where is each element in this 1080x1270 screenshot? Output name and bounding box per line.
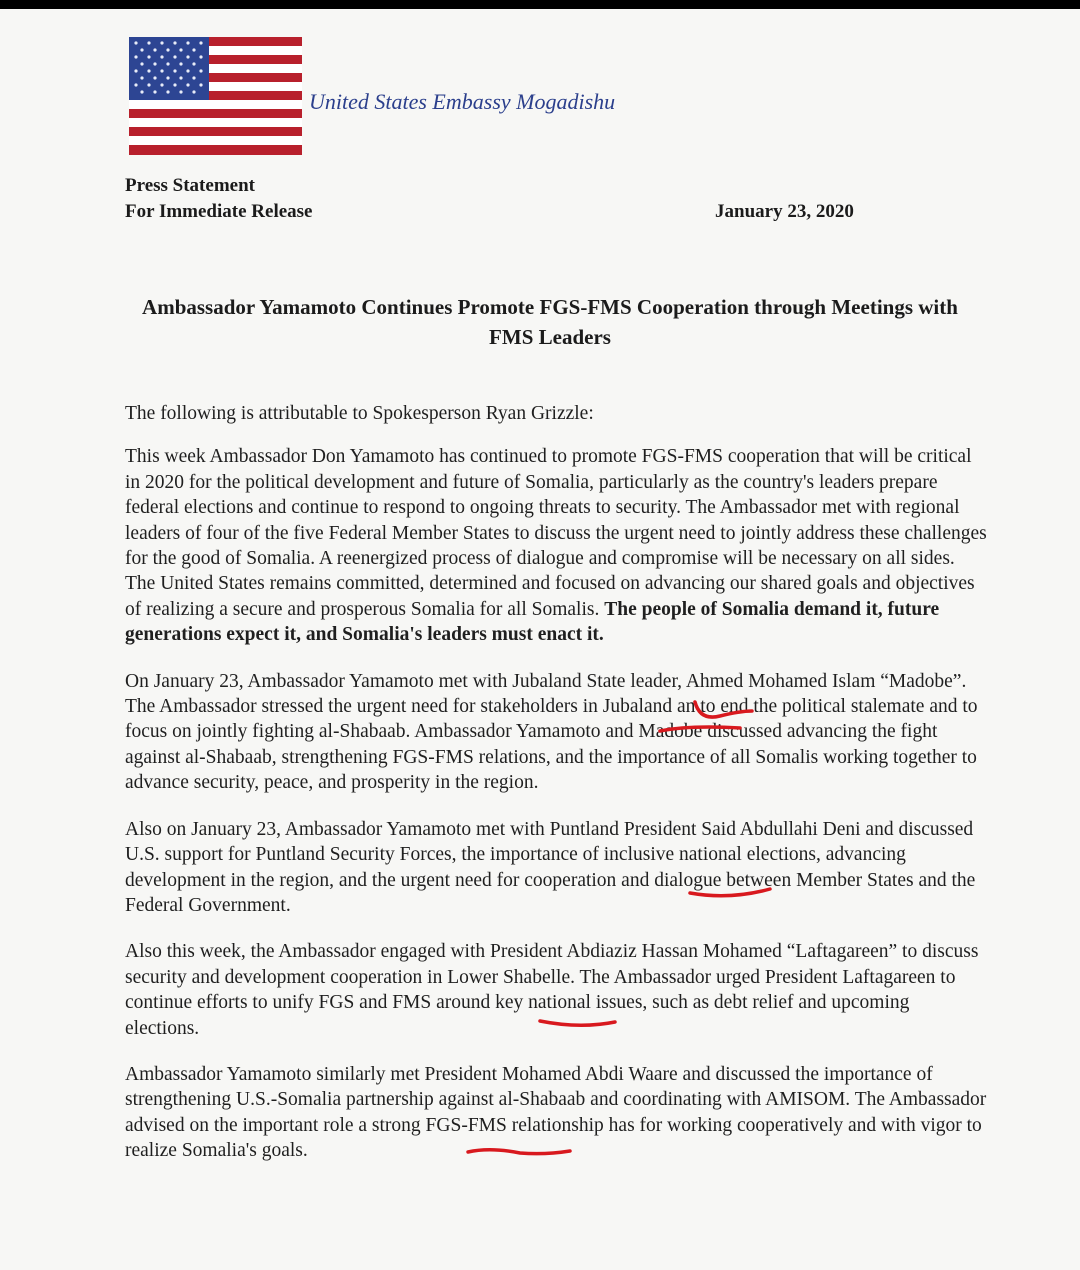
paragraph-overview bbox=[125, 444, 987, 647]
paragraph-overview-text: This week Ambassador Don Yamamoto has continued to promote FGS-FMS cooperation that will be critical in 2020 for the political development and future of Somalia, particularly as the country's leaders prepare federal elections and continue to respond to ongoing threats to security. The Ambassador met with regional leaders of four of the five Federal Member States to discuss the urgent need to jointly address these challenges for the good of Somalia. A reenergized process of dialogue and compromise will be necessary on all sides. The United States remains committed, determined and focused on advancing our shared goals and objectives of realizing a secure and prosperous Somalia for all Somalis. bbox=[125, 446, 987, 620]
paragraph-puntland: Also on January 23, Ambassador Yamamoto met with Puntland President Said Abdullahi Deni and discussed U.S. support for Puntland Security Forces, the importance of inclusive national elections, advancing development in the region, and the urgent need for cooperation and dialogue between Member States and the Federal Government. bbox=[125, 818, 976, 916]
paragraph-jubaland: On January 23, Ambassador Yamamoto met with Jubaland State leader, Ahmed Mohamed Islam “Madobe”. The Ambassador stressed the urgent need for stakeholders in Jubaland an to end the political stalemate and to focus on jointly fighting al-Shabaab. Ambassador Yamamoto and Madobe discussed advancing the fight against al-Shabaab, strengthening FGS-FMS relations, and the importance of all Somalis working together to advance security, peace, and prosperity in the region. bbox=[125, 670, 978, 794]
embassy-name: United States Embassy Mogadishu bbox=[309, 89, 616, 114]
us-flag-icon bbox=[129, 37, 302, 155]
press-headline: Ambassador Yamamoto Continues Promote FGS-FMS Cooperation through Meetings with FMS Leaders bbox=[142, 295, 958, 349]
press-statement-page bbox=[0, 9, 1080, 1270]
statement-body bbox=[125, 401, 987, 1185]
paragraph-galmudug: Ambassador Yamamoto similarly met President Mohamed Abdi Waare and discussed the importance of strengthening U.S.-Somalia partnership against al-Shabaab and coordinating with AMISOM. The Ambassador advised on the important role a strong FGS-FMS relationship has for working cooperatively and with vigor to realize Somalia's goals. bbox=[125, 1063, 987, 1162]
release-date: January 23, 2020 bbox=[715, 201, 854, 222]
release-type: Press Statement bbox=[125, 175, 255, 196]
release-info bbox=[125, 173, 312, 225]
paragraph-southwest: Also this week, the Ambassador engaged with President Abdiaziz Hassan Mohamed “Laftagareen” to discuss security and development cooperation in Lower Shabelle. The Ambassador urged President Laftagareen to continue efforts to unify FGS and FMS around key national issues, such as debt relief and upcoming elections. bbox=[125, 941, 979, 1039]
attribution-line: The following is attributable to Spokesperson Ryan Grizzle: bbox=[125, 403, 594, 424]
paragraph-overview-emphasis: The people of Somalia demand it, future generations expect it, and Somalia's leaders must enact it. bbox=[125, 598, 940, 646]
release-note: For Immediate Release bbox=[125, 201, 313, 222]
